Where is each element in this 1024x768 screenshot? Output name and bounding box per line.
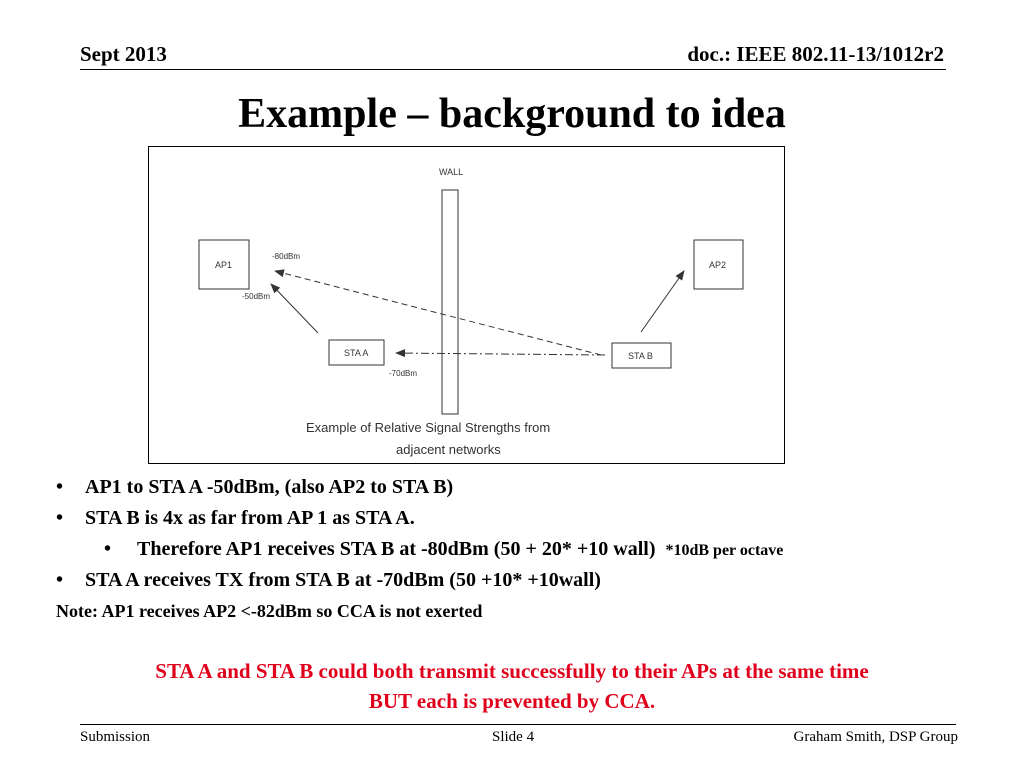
header-doc-id: doc.: IEEE 802.11-13/1012r2 [687, 42, 944, 66]
ap1-label: AP1 [215, 260, 233, 270]
sta-b-label: STA B [628, 351, 653, 361]
bullet-item [56, 569, 976, 600]
caption-line2: adjacent networks [396, 442, 501, 457]
bullet-item [56, 507, 976, 538]
signal-diagram [148, 146, 785, 464]
arrow-sta-b-to-ap1 [275, 271, 601, 355]
bullet-text: STA B is 4x as far from AP 1 as STA A. [85, 507, 415, 529]
footer-submission: Submission [80, 729, 151, 745]
footer-slide-number: Slide 4 [492, 729, 535, 745]
footer-rule [80, 724, 956, 725]
bullet-text [137, 538, 783, 561]
conclusion-line1: STA A and STA B could both transmit successfully to their APs at the same time [155, 659, 869, 683]
arrow-sta-b-to-ap2 [641, 271, 684, 332]
conclusion [56, 656, 968, 716]
sub-bullet-main: Therefore AP1 receives STA B at -80dBm (50 + 20* +10 wall) [137, 538, 656, 560]
footer-author: Graham Smith, DSP Group [793, 729, 958, 745]
wall-label: WALL [439, 167, 464, 177]
sta-a-label: STA A [344, 348, 369, 358]
bullet-dot: • [56, 569, 64, 591]
label-70dbm: -70dBm [389, 369, 418, 378]
bullet-text: STA A receives TX from STA B at -70dBm (50 +10* +10wall) [85, 569, 601, 591]
cca-note: Note: AP1 receives AP2 <-82dBm so CCA is not exerted [56, 601, 483, 621]
conclusion-line2: BUT each is prevented by CCA. [368, 689, 656, 713]
wall [442, 190, 458, 414]
signal-diagram-svg [149, 147, 786, 465]
octave-note: *10dB per octave [665, 542, 784, 559]
ap2-label: AP2 [709, 260, 727, 270]
label-80dbm: -80dBm [272, 252, 301, 261]
bullet-dot: • [56, 476, 64, 498]
bullet-item [56, 476, 976, 507]
bullet-list [56, 476, 976, 622]
header-rule [80, 69, 946, 70]
arrow-sta-b-to-sta-a [396, 353, 605, 355]
label-50dbm: -50dBm [242, 292, 271, 301]
slide-title: Example – background to idea [238, 91, 786, 137]
sub-bullet-item [56, 538, 976, 569]
caption-line1: Example of Relative Signal Strengths from [306, 420, 551, 435]
header-date: Sept 2013 [80, 42, 167, 66]
arrow-sta-a-to-ap1 [271, 284, 318, 333]
bullet-text: AP1 to STA A -50dBm, (also AP2 to STA B) [85, 476, 454, 498]
bullet-dot: • [104, 538, 112, 560]
bullet-dot: • [56, 507, 64, 529]
